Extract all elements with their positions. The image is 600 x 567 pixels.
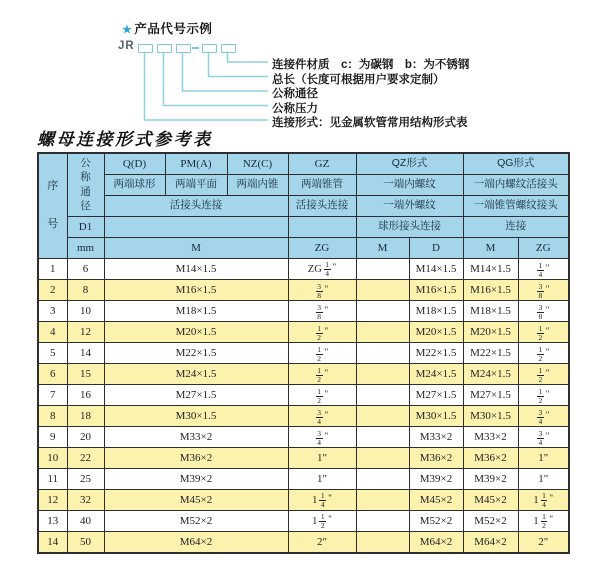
cell-qz-d: M36×2 (409, 448, 463, 469)
cell-seq: 6 (38, 364, 67, 385)
cell-qg-zg: $\frac{1}{4}$ " (518, 259, 569, 280)
cell-m: M20×1.5 (104, 322, 288, 343)
cell-qg-zg: $\frac{3}{8}$ " (518, 280, 569, 301)
cell-qg-zg: $\frac{1}{2}$ " (518, 364, 569, 385)
cell-qg-m: M30×1.5 (463, 406, 518, 427)
cell-qz-m (356, 343, 409, 364)
header-ends-union: 一端内螺纹活接头 (463, 175, 569, 196)
header-empty-2 (288, 217, 356, 238)
table-row (38, 385, 569, 406)
cell-qz-d: M64×2 (409, 532, 463, 554)
cell-dn: 6 (67, 259, 104, 280)
header-unit-qg-zg: ZG (518, 238, 569, 259)
cell-gz-zg: ZG $\frac{1}{4}$ " (288, 259, 356, 280)
table-row (38, 364, 569, 385)
cell-dn: 12 (67, 322, 104, 343)
product-code-title: 产品代号示例 (134, 22, 213, 36)
cell-qz-d: M16×1.5 (409, 280, 463, 301)
cell-m: M22×1.5 (104, 343, 288, 364)
cell-qg-m: M14×1.5 (463, 259, 518, 280)
cell-qg-zg: 1" (518, 448, 569, 469)
cell-seq: 14 (38, 532, 67, 554)
table-row (38, 532, 569, 554)
cell-gz-zg: $\frac{1}{2}$ " (288, 322, 356, 343)
table-row (38, 406, 569, 427)
table-row (38, 322, 569, 343)
cell-dn: 16 (67, 385, 104, 406)
header-unit-qg-m: M (463, 238, 518, 259)
cell-qz-m (356, 532, 409, 554)
header-seq: 序 号 (38, 153, 67, 259)
cell-gz-zg: 1 $\frac{1}{4}$ " (288, 490, 356, 511)
header-sub-ball-joint: 球形接头连接 (356, 217, 463, 238)
header-form-qg: QG形式 (463, 153, 569, 175)
cell-qz-d: M14×1.5 (409, 259, 463, 280)
cell-qg-m: M45×2 (463, 490, 518, 511)
cell-gz-zg: $\frac{3}{4}$ " (288, 406, 356, 427)
cell-qz-d: M24×1.5 (409, 364, 463, 385)
cell-qg-m: M18×1.5 (463, 301, 518, 322)
header-form-nzc: NZ(C) (227, 153, 288, 175)
cell-gz-zg: 2" (288, 532, 356, 554)
cell-qg-zg: $\frac{3}{4}$ " (518, 406, 569, 427)
cell-qz-m (356, 280, 409, 301)
cell-qz-m (356, 322, 409, 343)
header-form-pma: PM(A) (165, 153, 227, 175)
cell-qg-m: M33×2 (463, 427, 518, 448)
header-conn-union-gz: 活接头连接 (288, 196, 356, 217)
cell-qz-m (356, 406, 409, 427)
cell-qg-zg: 2" (518, 532, 569, 554)
cell-qg-m: M20×1.5 (463, 322, 518, 343)
cell-qz-m (356, 301, 409, 322)
header-ends-taper: 两端锥管 (288, 175, 356, 196)
cell-dn: 8 (67, 280, 104, 301)
table-row (38, 448, 569, 469)
code-label-pressure: 公称压力 (272, 102, 318, 115)
code-prefix: JR (118, 40, 135, 52)
cell-m: M30×1.5 (104, 406, 288, 427)
cell-qz-m (356, 511, 409, 532)
cell-qg-zg: $\frac{3}{8}$ " (518, 301, 569, 322)
table-row (38, 511, 569, 532)
cell-qz-m (356, 427, 409, 448)
cell-qg-zg: $\frac{1}{2}$ " (518, 322, 569, 343)
cell-dn: 22 (67, 448, 104, 469)
table-title: 螺母连接形式参考表 (37, 130, 213, 150)
header-ends-ball: 两端球形 (104, 175, 165, 196)
cell-dn: 20 (67, 427, 104, 448)
header-form-gz: GZ (288, 153, 356, 175)
table-row (38, 280, 569, 301)
cell-dn: 32 (67, 490, 104, 511)
cell-gz-zg: $\frac{1}{2}$ " (288, 364, 356, 385)
cell-seq: 11 (38, 469, 67, 490)
cell-seq: 1 (38, 259, 67, 280)
cell-seq: 4 (38, 322, 67, 343)
header-form-qz: QZ形式 (356, 153, 463, 175)
cell-qz-d: M22×1.5 (409, 343, 463, 364)
code-label-connection: 连接形式：见金属软管常用结构形式表 (272, 117, 468, 129)
cell-dn: 18 (67, 406, 104, 427)
cell-qz-d: M52×2 (409, 511, 463, 532)
cell-seq: 5 (38, 343, 67, 364)
cell-qg-m: M36×2 (463, 448, 518, 469)
header-sub-connection: 连接 (463, 217, 569, 238)
header-form-qd: Q(D) (104, 153, 165, 175)
header-dn: 公 称 通 径 (67, 153, 104, 217)
cell-qz-m (356, 259, 409, 280)
code-label-length: 总长（长度可根据用户要求定制） (272, 73, 445, 86)
cell-qg-zg: $\frac{3}{4}$ " (518, 427, 569, 448)
cell-qg-m: M39×2 (463, 469, 518, 490)
cell-qz-m (356, 469, 409, 490)
cell-dn: 40 (67, 511, 104, 532)
cell-dn: 10 (67, 301, 104, 322)
cell-gz-zg: 1 $\frac{1}{2}$ " (288, 511, 356, 532)
cell-gz-zg: $\frac{3}{8}$ " (288, 301, 356, 322)
cell-gz-zg: 1" (288, 469, 356, 490)
cell-dn: 50 (67, 532, 104, 554)
cell-qg-m: M64×2 (463, 532, 518, 554)
cell-seq: 9 (38, 427, 67, 448)
header-d1: D1 (67, 217, 104, 238)
cell-qz-d: M20×1.5 (409, 322, 463, 343)
cell-qz-d: M27×1.5 (409, 385, 463, 406)
cell-seq: 12 (38, 490, 67, 511)
cell-m: M16×1.5 (104, 280, 288, 301)
header-unit-qz-d: D (409, 238, 463, 259)
cell-qg-zg: 1 $\frac{1}{4}$ " (518, 490, 569, 511)
cell-seq: 3 (38, 301, 67, 322)
header-ends-cone: 两端内锥 (227, 175, 288, 196)
cell-qg-m: M27×1.5 (463, 385, 518, 406)
table-body (38, 259, 569, 554)
cell-qg-m: M22×1.5 (463, 343, 518, 364)
cell-m: M52×2 (104, 511, 288, 532)
cell-seq: 8 (38, 406, 67, 427)
cell-qg-zg: $\frac{1}{2}$ " (518, 385, 569, 406)
cell-seq: 10 (38, 448, 67, 469)
cell-dn: 25 (67, 469, 104, 490)
cell-m: M39×2 (104, 469, 288, 490)
header-ends-flat: 两端平面 (165, 175, 227, 196)
cell-dn: 15 (67, 364, 104, 385)
header-unit-m: M (104, 238, 288, 259)
code-label-diameter: 公称通径 (272, 88, 318, 100)
header-conn-taper-thread: 一端锥管螺纹接头 (463, 196, 569, 217)
table-row (38, 343, 569, 364)
cell-qz-d: M30×1.5 (409, 406, 463, 427)
cell-m: M64×2 (104, 532, 288, 554)
table-header (38, 153, 569, 259)
cell-qz-m (356, 385, 409, 406)
cell-qz-m (356, 490, 409, 511)
header-mm: mm (67, 238, 104, 259)
cell-m: M14×1.5 (104, 259, 288, 280)
cell-m: M27×1.5 (104, 385, 288, 406)
cell-qz-d: M45×2 (409, 490, 463, 511)
cell-gz-zg: $\frac{3}{8}$ " (288, 280, 356, 301)
cell-gz-zg: $\frac{3}{4}$ " (288, 427, 356, 448)
cell-qg-zg: 1" (518, 469, 569, 490)
code-label-material: 连接件材质 c：为碳钢 b：为不锈钢 (272, 59, 470, 71)
table-row (38, 490, 569, 511)
nut-connection-reference-table (37, 152, 570, 554)
cell-seq: 2 (38, 280, 67, 301)
cell-m: M18×1.5 (104, 301, 288, 322)
cell-qz-d: M33×2 (409, 427, 463, 448)
cell-qz-m (356, 448, 409, 469)
cell-qg-m: M52×2 (463, 511, 518, 532)
header-unit-qz-m: M (356, 238, 409, 259)
cell-m: M24×1.5 (104, 364, 288, 385)
cell-m: M45×2 (104, 490, 288, 511)
cell-m: M33×2 (104, 427, 288, 448)
star-icon: ★ (122, 24, 133, 36)
cell-seq: 7 (38, 385, 67, 406)
table-row (38, 469, 569, 490)
cell-gz-zg: $\frac{1}{2}$ " (288, 343, 356, 364)
cell-qg-m: M24×1.5 (463, 364, 518, 385)
cell-qz-m (356, 364, 409, 385)
cell-m: M36×2 (104, 448, 288, 469)
header-conn-external-thread: 一端外螺纹 (356, 196, 463, 217)
cell-dn: 14 (67, 343, 104, 364)
header-unit-zg: ZG (288, 238, 356, 259)
table-row (38, 259, 569, 280)
table-row (38, 427, 569, 448)
table-row (38, 301, 569, 322)
cell-qg-m: M16×1.5 (463, 280, 518, 301)
cell-seq: 13 (38, 511, 67, 532)
header-empty-1 (104, 217, 288, 238)
cell-gz-zg: 1" (288, 448, 356, 469)
header-ends-internal-thread: 一端内螺纹 (356, 175, 463, 196)
cell-qg-zg: 1 $\frac{1}{2}$ " (518, 511, 569, 532)
cell-gz-zg: $\frac{1}{2}$ " (288, 385, 356, 406)
cell-qz-d: M39×2 (409, 469, 463, 490)
cell-qz-d: M18×1.5 (409, 301, 463, 322)
header-conn-union: 活接头连接 (104, 196, 288, 217)
cell-qg-zg: $\frac{1}{2}$ " (518, 343, 569, 364)
